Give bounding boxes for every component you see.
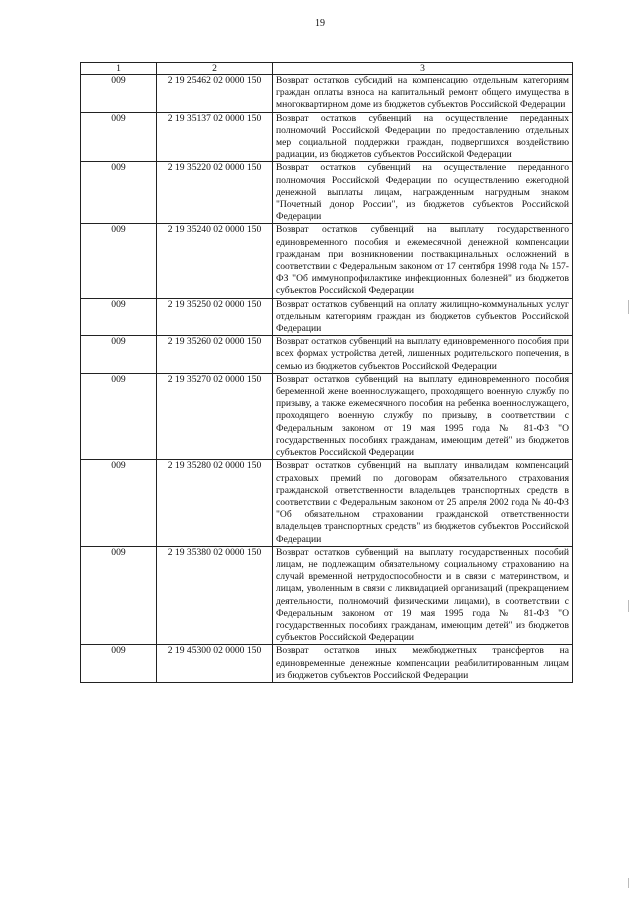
admin-code-cell: 009 [81,336,157,374]
admin-code-cell: 009 [81,460,157,546]
admin-code-cell: 009 [81,645,157,683]
kbk-code-cell: 2 19 35250 02 0000 150 [157,298,273,336]
kbk-code-cell: 2 19 35380 02 0000 150 [157,546,273,645]
table-row [81,460,573,546]
table-row [81,336,573,374]
kbk-code-cell: 2 19 35137 02 0000 150 [157,112,273,162]
table-row [81,75,573,113]
description-cell: Возврат остатков субвенций на выплату инвалидам компенсаций страховых премий по договорам обязательного страхования гражданской ответственности владельцев транспортных средств в соответствии с Федеральным законом от 25 апреля 2002 года № 40-ФЗ "Об обязательном страховании гражданской ответственности владельцев транспортных средств" из бюджетов субъектов Российской Федерации [273,460,573,546]
column-header-2: 2 [157,63,273,75]
admin-code-cell: 009 [81,112,157,162]
description-cell: Возврат остатков субсидий на компенсацию отдельным категориям граждан оплаты взноса на капитальный ремонт общего имущества в многоквартирном доме из бюджетов субъектов Российской Федерации [273,75,573,113]
description-cell: Возврат остатков субвенций на выплату единовременного пособия беременной жене военнослужащего, проходящего военную службу по призыву, а также ежемесячного пособия на ребенка военнослужащего, проходящего военную службу по призыву, в соответствии с Федеральным законом от 19 мая 1995 года № 81-ФЗ "О государственных пособиях гражданам, имеющим детей" из бюджетов субъектов Российской Федерации [273,373,573,459]
table-row [81,224,573,298]
kbk-code-cell: 2 19 35270 02 0000 150 [157,373,273,459]
admin-code-cell: 009 [81,373,157,459]
description-cell: Возврат остатков субвенций на выплату государственного единовременного пособия и ежемесячной денежной компенсации гражданам при возникновении поствакцинальных осложнений в соответствии с Федеральным законом от 17 сентября 1998 года № 157-ФЗ "Об иммунопрофилактике инфекционных болезней" из бюджетов субъектов Российской Федерации [273,224,573,298]
kbk-code-cell: 2 19 35240 02 0000 150 [157,224,273,298]
table-row [81,298,573,336]
description-cell: Возврат остатков субвенций на выплату государственных пособий лицам, не подлежащим обязательному социальному страхованию на случай временной нетрудоспособности и в связи с материнством, и лицам, уволенным в связи с ликвидацией организаций (прекращением деятельности, полномочий физическими лицами), в соответствии с Федеральным законом от 19 мая 1995 года № 81-ФЗ "О государственных пособиях гражданам, имеющим детей" из бюджетов субъектов Российской Федерации [273,546,573,645]
table-row [81,373,573,459]
description-cell: Возврат остатков иных межбюджетных трансфертов на единовременные денежные компенсации реабилитированным лицам из бюджетов субъектов Российской Федерации [273,645,573,683]
admin-code-cell: 009 [81,162,157,224]
scan-edge-mark [628,878,629,888]
kbk-code-cell: 2 19 35220 02 0000 150 [157,162,273,224]
description-cell: Возврат остатков субвенций на осуществление переданного полномочия Российской Федерации по осуществлению ежегодной денежной выплаты лицам, награжденным нагрудным знаком "Почетный донор России", из бюджетов субъектов Российской Федерации [273,162,573,224]
column-header-3: 3 [273,63,573,75]
admin-code-cell: 009 [81,75,157,113]
scan-edge-mark [628,600,629,612]
admin-code-cell: 009 [81,298,157,336]
kbk-code-cell: 2 19 25462 02 0000 150 [157,75,273,113]
description-cell: Возврат остатков субвенций на оплату жилищно-коммунальных услуг отдельным категориям граждан из бюджетов субъектов Российской Федерации [273,298,573,336]
page-number: 19 [315,18,325,29]
table-header-row [81,63,573,75]
table-row [81,112,573,162]
budget-codes-table [80,62,573,683]
admin-code-cell: 009 [81,546,157,645]
table-row [81,162,573,224]
kbk-code-cell: 2 19 35280 02 0000 150 [157,460,273,546]
description-cell: Возврат остатков субвенций на выплату единовременного пособия при всех формах устройства детей, лишенных родительского попечения, в семью из бюджетов субъектов Российской Федерации [273,336,573,374]
description-cell: Возврат остатков субвенций на осуществление переданных полномочий Российской Федерации по предоставлению отдельных мер социальной поддержки граждан, подвергшихся воздействию радиации, из бюджетов субъектов Российской Федерации [273,112,573,162]
kbk-code-cell: 2 19 45300 02 0000 150 [157,645,273,683]
table-row [81,645,573,683]
table-row [81,546,573,645]
kbk-code-cell: 2 19 35260 02 0000 150 [157,336,273,374]
admin-code-cell: 009 [81,224,157,298]
scan-edge-mark [628,300,629,314]
column-header-1: 1 [81,63,157,75]
